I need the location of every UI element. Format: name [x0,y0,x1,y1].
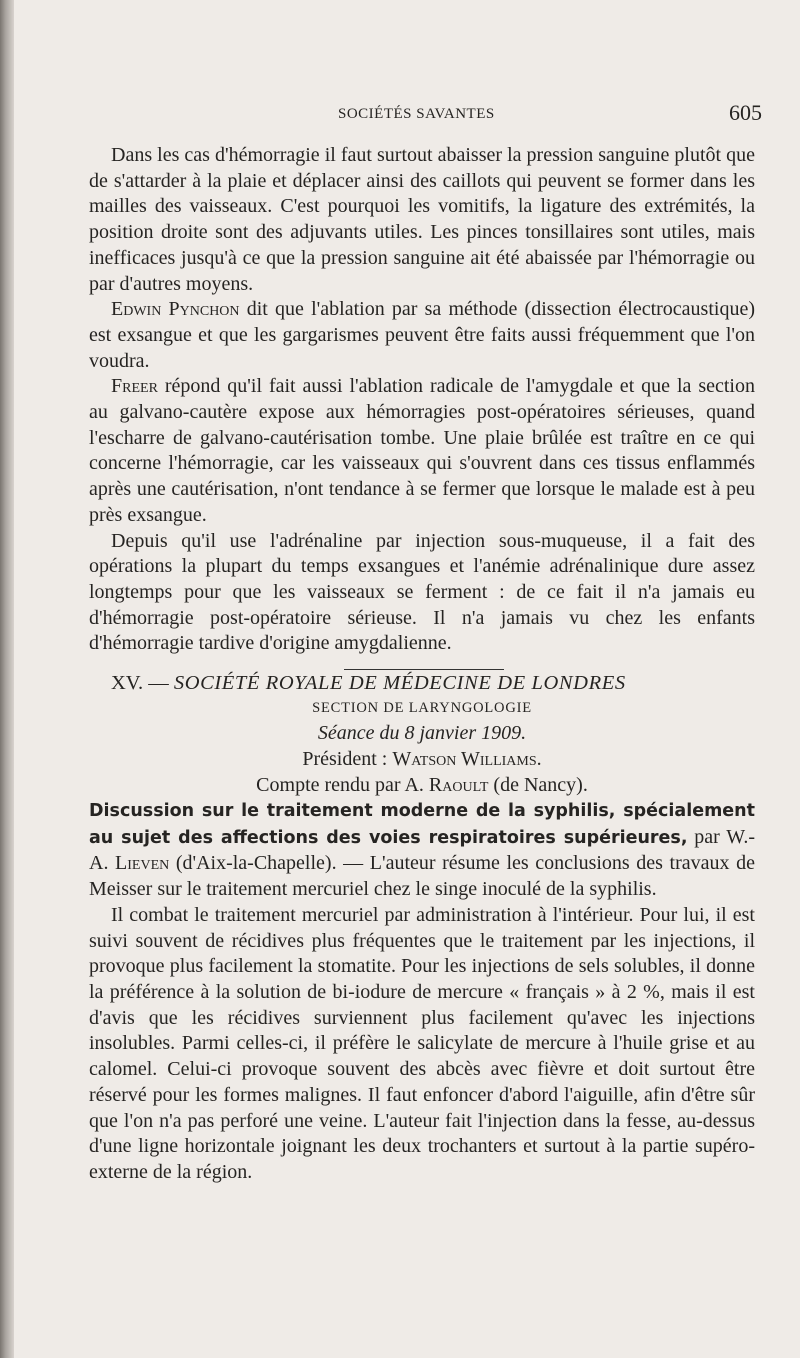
page-number: 605 [729,100,762,125]
section-heading [89,670,755,696]
page-header [90,100,762,130]
president-label: Président : [302,748,393,771]
subsection-heading: SECTION DE LARYNGOLOGIE [312,700,532,717]
president-end: . [536,748,542,771]
discussion-paragraph [89,798,755,903]
paragraph-freer [89,374,755,528]
discussion-text: (d'Aix-la-Chapelle). — L'auteur résume les conclusions des travaux de Meisser sur le traitement mercuriel chez le singe inoculé de la syphilis. [89,852,755,901]
section-title: SOCIÉTÉ ROYALE DE MÉDECINE DE LONDRES [173,672,626,695]
paragraph-traitement: Il combat le traitement mercuriel par administration à l'intérieur. Pour lui, il est suivi souvent de récidives plus fréquentes que le traitement par les injections, il provoque plus facilement la stomatite. Pour les injections de sels solubles, il donne la préférence à la solution de bi-iodure de mercure « français » à 2 %, mais il est d'avis que les récidives surviennent plus facilement qu'avec les injections insolubles. Parmi celles-ci, il préfère le salicylate de mercure à l'huile grise et au calomel. Celui-ci provoque souvent des abcès avec fièvre et doit surtout être réservé pour les formes malignes. Il faut enfoncer d'abord l'aiguille, afin d'être sûr que l'on n'a pas perforé une veine. L'auteur fait l'injection dans la fesse, au-dessus d'une ligne horizontale joignant les deux trochanters et surtout à la partie supéro-externe de la région. [89,903,755,1183]
report-end: (de Nancy). [488,774,588,797]
running-head: SOCIÉTÉS SAVANTES [338,106,495,122]
president-line [89,746,755,772]
author-name: Freer [111,375,158,398]
president-name: Watson Williams [392,748,537,771]
report-author: Raoult [428,774,489,797]
page-body [89,143,755,1186]
section-number: XV. — [111,672,174,695]
discussion-by: par W.-A. [89,825,755,875]
binding-gutter [0,0,14,1358]
report-label: Compte rendu par A. [256,774,429,797]
paragraph-hemorragie: Dans les cas d'hémorragie il faut surtout abaisser la pression sanguine plutôt que de s'attarder à la plaie et déplacer ainsi des caillots qui peuvent se former dans les mailles des vaisseaux. C'est pourquoi les vomitifs, la ligature des extrémités, la position droite sont des adjuvants utiles. Les pinces tonsillaires sont utiles, mais inefficaces jusqu'à ce que la pression sanguine ait été abaissée par l'hémorragie ou par d'autres moyens. [89,144,755,295]
paragraph-text: dit que l'ablation par sa méthode (dissection électrocaustique) est exsangue et que les gargarismes peuvent être faits aussi fréquemment que l'on voudra. [89,298,755,372]
paragraph-text: répond qu'il fait aussi l'ablation radicale de l'amygdale et que la section au galvano-cautère expose aux hémorragies post-opératoires sérieuses, quand l'escharre de galvano-cautérisation tombe. Une plaie brûlée est traître en ce qui concerne l'hémorragie, car les vaisseaux qui s'ouvrent dans ces tissus enflammés après une cautérisation, n'ont tendance à se fermer que lorsque le malade est à peu près exsangue. [89,375,755,526]
paragraph-pynchon [89,297,755,374]
paragraph-adrenaline: Depuis qu'il use l'adrénaline par injection sous-muqueuse, il a fait des opérations la plupart du temps exsangues et l'anémie adrénalinique dure assez longtemps pour que les vaisseaux se ferment : de ce fait il n'a jamais eu d'hémorragie post-opératoire sérieuse. Il n'a jamais vu chez les enfants d'hémorragie tardive d'origine amygdalienne. [89,529,755,655]
author-name: Edwin Pynchon [111,298,240,321]
discussion-author: Lieven [115,852,170,875]
session-date: Séance du 8 janvier 1909. [317,722,527,745]
report-author-line [89,772,755,798]
discussion-title: Discussion sur le traitement moderne de la syphilis, spécialement au sujet des affections des voies respiratoires supérieures, [89,801,755,848]
